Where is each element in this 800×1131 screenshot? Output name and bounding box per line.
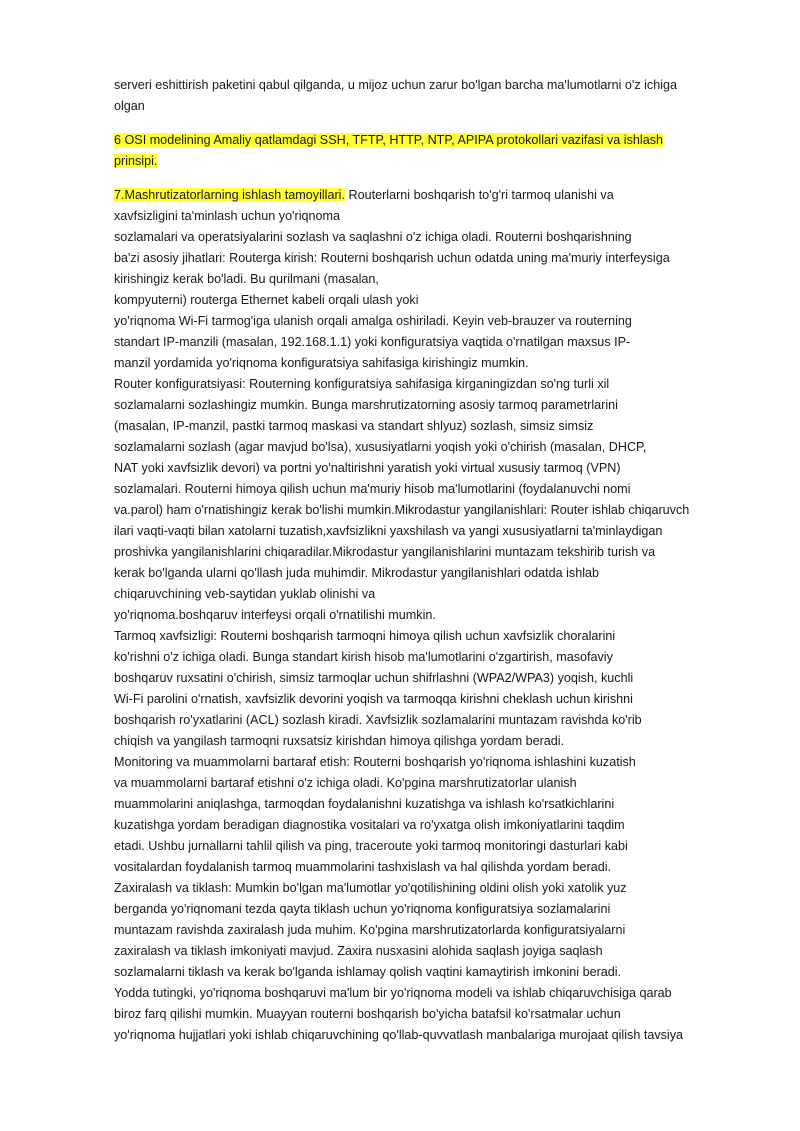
text-line: va.parol) ham o'rnatishingiz kerak bo'lishi mumkin.Mikrodastur yangilanishlari: Router ishlab chiqaruvch (114, 503, 690, 517)
section-7-heading-continuation: Routerlarni boshqarish to'g'ri tarmoq ulanishi va (344, 188, 614, 202)
text-line: Router konfiguratsiyasi: Routerning konfiguratsiya sahifasiga kirganingizdan so'ng turli xil (114, 377, 610, 391)
highlighted-heading-line: prinsipi. (114, 154, 158, 168)
text-line: ko'rishni o'z ichiga oladi. Bunga standart kirish hisob ma'lumotlarini o'zgartirish, masofaviy (114, 650, 613, 664)
text-line: xavfsizligini ta'minlash uchun yo'riqnoma (114, 209, 341, 223)
text-line: chiqish va yangilash tarmoqni ruxsatsiz kirishdan himoya qilishga yordam beradi. (114, 734, 565, 748)
text-line: sozlamalari va operatsiyalarini sozlash va saqlashni o'z ichiga oladi. Routerni boshqarishning (114, 230, 632, 244)
text-line: zaxiralash va tiklash imkoniyati mavjud. Zaxira nusxasini alohida saqlash joyiga saqlash (114, 944, 603, 958)
text-line: (masalan, IP-manzil, pastki tarmoq maskasi va standart shlyuz) sozlash, simsiz simsiz (114, 419, 594, 433)
intro-paragraph (114, 75, 754, 117)
text-line: Wi-Fi parolini o'rnatish, xavfsizlik devorini yoqish va tarmoqqa kirishni cheklash uchun kirishni (114, 692, 633, 706)
text-line: yo'riqnoma.boshqaruv interfeysi orqali o'rnatilishi mumkin. (114, 608, 436, 622)
text-line: etadi. Ushbu jurnallarni tahlil qilish va ping, traceroute yoki tarmoq monitoringi dasturlari kabi (114, 839, 628, 853)
text-line: va muammolarni bartaraf etishni o'z ichiga oladi. Ko'pgina marshrutizatorlar ulanish (114, 776, 577, 790)
text-line: kirishingiz kerak bo'ladi. Bu qurilmani (masalan, (114, 272, 379, 286)
text-line: kuzatishga yordam beradigan diagnostika vositalari va ro'yxatga olish imkoniyatlarini taqdim (114, 818, 625, 832)
text-line: serveri eshittirish paketini qabul qilganda, u mijoz uchun zarur bo'lgan barcha ma'lumotlarni o'z ichiga (114, 78, 678, 92)
text-line: boshqarish ro'yxatlarini (ACL) sozlash kiradi. Xavfsizlik sozlamalarini muntazam ravishda ko'rib (114, 713, 642, 727)
text-line: Tarmoq xavfsizligi: Routerni boshqarish tarmoqni himoya qilish uchun xavfsizlik choralarini (114, 629, 616, 643)
text-line: yo'riqnoma hujjatlari yoki ishlab chiqaruvchining qo'llab-quvvatlash manbalariga murojaat qilish tavsiya (114, 1028, 684, 1042)
text-line: muntazam ravishda zaxiralash juda muhim. Ko'pgina marshrutizatorlarda konfiguratsiyalarni (114, 923, 626, 937)
section-7-first-line (114, 185, 754, 206)
text-line: chiqaruvchining veb-saytidan yuklab olinishi va (114, 587, 376, 601)
text-line: Zaxiralash va tiklash: Mumkin bo'lgan ma'lumotlar yo'qotilishining oldini olish yoki xatolik yuz (114, 881, 627, 895)
section-7-heading: 7.Mashrutizatorlarning ishlash tamoyillari. (114, 188, 345, 202)
text-line: sozlamalari. Routerni himoya qilish uchun ma'muriy hisob ma'lumotlarini (foydalanuvchi nomi (114, 482, 631, 496)
text-line: proshivka yangilanishlarini chiqaradilar.Mikrodastur yangilanishlarini muntazam tekshirib turish va (114, 545, 656, 559)
text-line: kerak bo'lganda ularni qo'llash juda muhimdir. Mikrodastur yangilanishlari odatda ishlab (114, 566, 600, 580)
text-line: boshqaruv ruxsatini o'chirish, simsiz tarmoqlar uchun shifrlashni (WPA2/WPA3) yoqish, kuchli (114, 671, 634, 685)
text-line: muammolarini aniqlashga, tarmoqdan foydalanishni kuzatishga va ishlash ko'rsatkichlarini (114, 797, 615, 811)
text-line: yo'riqnoma Wi-Fi tarmog'iga ulanish orqali amalga oshiriladi. Keyin veb-brauzer va routerning (114, 314, 632, 328)
section-6-heading (114, 130, 754, 172)
text-line: sozlamalarni sozlash (agar mavjud bo'lsa), xususiyatlarni yoqish yoki o'chirish (masalan, DHCP, (114, 440, 647, 454)
text-line: ilari vaqti-vaqti bilan xatolarni tuzatish,xavfsizlikni yaxshilash va yangi xususiyatlarni ta'minlaydigan (114, 524, 663, 538)
text-line: olgan (114, 99, 145, 113)
text-line: NAT yoki xavfsizlik devori) va portni yo'naltirishni yaratish yoki virtual xususiy tarmoq (VPN) (114, 461, 621, 475)
text-line: sozlamalarni tiklash va kerak bo'lganda ishlamay qolish vaqtini kamaytirish imkonini beradi. (114, 965, 622, 979)
text-line: Yodda tutingki, yo'riqnoma boshqaruvi ma'lum bir yo'riqnoma modeli va ishlab chiqaruvchisiga qarab (114, 986, 672, 1000)
text-line: manzil yordamida yo'riqnoma konfiguratsiya sahifasiga kirishingiz mumkin. (114, 356, 529, 370)
highlighted-heading-line: 6 OSI modelining Amaliy qatlamdagi SSH, TFTP, HTTP, NTP, APIPA protokollari vazifasi va ishlash (114, 133, 663, 147)
text-line: berganda yo'riqnomani tezda qayta tiklash uchun yo'riqnoma konfiguratsiya sozlamalarini (114, 902, 611, 916)
text-line: vositalardan foydalanish tarmoq muammolarini tashxislash va hal qilishda yordam beradi. (114, 860, 611, 874)
text-line: ba'zi asosiy jihatlari: Routerga kirish: Routerni boshqarish uchun odatda uning ma'muriy interfeysiga (114, 251, 670, 265)
text-line: Monitoring va muammolarni bartaraf etish: Routerni boshqarish yo'riqnoma ishlashini kuzatish (114, 755, 636, 769)
text-line: standart IP-manzili (masalan, 192.168.1.1) yoki konfiguratsiya vaqtida o'rnatilgan maxsus IP- (114, 335, 631, 349)
section-7-body (114, 185, 754, 1046)
text-line: biroz farq qilishi mumkin. Muayyan routerni boshqarish bo'yicha batafsil ko'rsatmalar uchun (114, 1007, 621, 1021)
text-line: kompyuterni) routerga Ethernet kabeli orqali ulash yoki (114, 293, 419, 307)
text-line: sozlamalarni sozlashingiz mumkin. Bunga marshrutizatorning asosiy tarmoq parametrlarini (114, 398, 618, 412)
